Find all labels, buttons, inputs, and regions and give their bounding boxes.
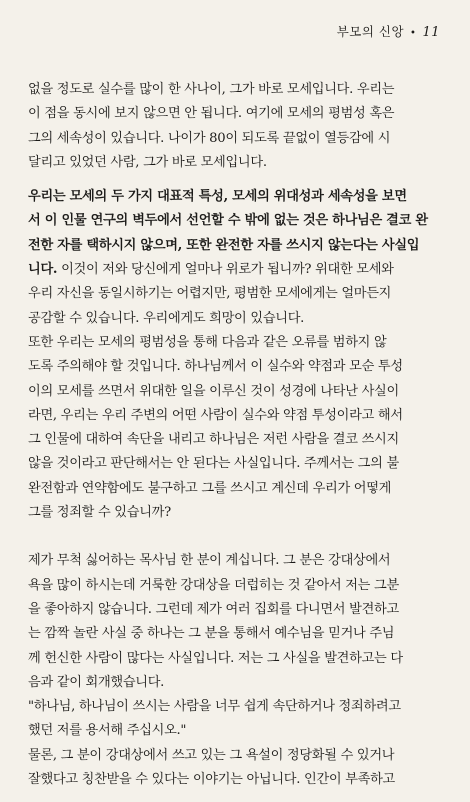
text-line: 우리 자신을 동일시하기는 어렵지만, 평범한 모세에게는 얼마든지	[28, 286, 392, 302]
paragraph	[28, 549, 442, 792]
text-line	[28, 185, 442, 209]
text-line: 또한 우리는 모세의 평범성을 통해 다음과 같은 오류를 범하지 않	[28, 334, 387, 350]
paragraph	[28, 185, 442, 525]
text-line: 그를 정죄할 수 있습니까?	[28, 505, 171, 521]
text-line: 물론, 그 분이 강대상에서 쓰고 있는 그 욕설이 정당화될 수 있거나	[28, 747, 395, 763]
text-line: 음과 같이 회개했습니다.	[28, 674, 165, 690]
text-line: 공감할 수 있습니다. 우리에게도 희망이 있습니다.	[28, 310, 305, 326]
separator-dot: •	[410, 28, 417, 39]
text-line: 을 좋아하지 않습니다. 그런데 제가 여러 집회를 다니면서 발견하고	[28, 601, 399, 617]
text-line: 그 인물에 대하여 속단을 내리고 하나님은 저런 사람을 결코 쓰시지	[28, 432, 399, 448]
text-line: 는 깜짝 놀란 사실 중 하나는 그 분을 통해서 예수님을 믿거나 주님	[28, 626, 395, 642]
text-line: 욕을 많이 하시는데 거룩한 강대상을 더럽히는 것 같아서 저는 그분	[28, 577, 399, 593]
text-line: 했던 저를 용서해 주십시오."	[28, 723, 187, 739]
bold-text: 전한 자를 택하시지 않으며, 또한 완전한 자를 쓰시지 않는다는 사실입	[28, 237, 420, 253]
text-line	[28, 209, 442, 233]
bold-text: 니다.	[28, 262, 58, 278]
body-text	[28, 78, 442, 792]
running-head	[337, 22, 440, 40]
text-line: "하나님, 하나님이 쓰시는 사람을 너무 쉽게 속단하거나 정죄하려고	[28, 699, 401, 715]
paragraph-gap	[28, 525, 442, 549]
text-line: 달리고 있었던 사람, 그가 바로 모세입니다.	[28, 154, 267, 170]
book-title: 부모의 신앙	[336, 24, 405, 39]
text-line	[28, 258, 442, 282]
normal-text: 이것이 저와 당신에게 얼마나 위로가 됩니까? 위대한 모세와	[57, 262, 394, 278]
bold-text: 우리는 모세의 두 가지 대표적 특성, 모세의 위대성과 세속성을 보면	[28, 189, 407, 205]
text-line: 이 점을 동시에 보지 않으면 안 됩니다. 여기에 모세의 평범성 혹은	[28, 106, 395, 122]
page-number: 11	[422, 25, 440, 40]
text-line: 이의 모세를 쓰면서 위대한 일을 이루신 것이 성경에 나타난 사실이	[28, 383, 399, 399]
text-line: 제가 무척 싫어하는 목사님 한 분이 계십니다. 그 분은 강대상에서	[28, 553, 391, 569]
bold-text: 서 이 인물 연구의 벽두에서 선언할 수 밖에 없는 것은 하나님은 결코 완	[28, 213, 428, 229]
text-line: 도록 주의해야 할 것입니다. 하나님께서 이 실수와 약점과 모순 투성	[28, 359, 403, 375]
text-line: 없을 정도로 실수를 많이 한 사나이, 그가 바로 모세입니다. 우리는	[28, 82, 395, 97]
text-line: 라면, 우리는 우리 주변의 어떤 사람이 실수와 약점 투성이라고 해서	[28, 407, 403, 423]
text-line	[28, 234, 442, 258]
text-line: 그의 세속성이 있습니다. 나이가 80이 되도록 끝없이 열등감에 시	[28, 130, 391, 146]
text-line: 완전함과 연약함에도 불구하고 그를 쓰시고 계신데 우리가 어떻게	[28, 480, 392, 496]
paragraph	[28, 78, 442, 175]
text-line: 않을 것이라고 판단해서는 안 된다는 사실입니다. 주께서는 그의 불	[28, 456, 399, 472]
text-line: 께 헌신한 사람이 많다는 사실입니다. 저는 그 사실을 발견하고는 다	[28, 650, 403, 666]
text-line: 잘했다고 칭찬받을 수 있다는 이야기는 아닙니다. 인간이 부족하고	[28, 772, 395, 788]
